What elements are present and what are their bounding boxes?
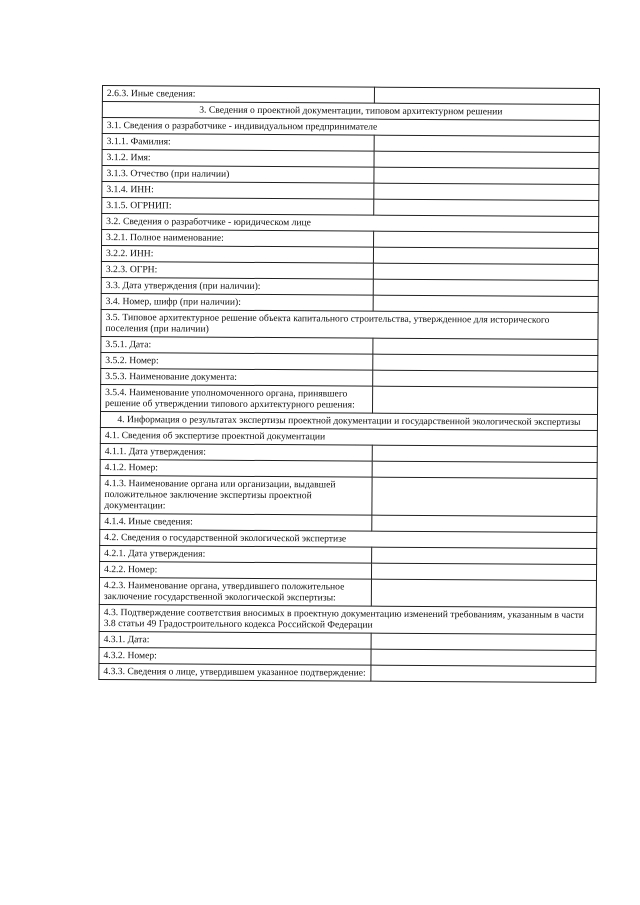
field-label: 4.2.2. Номер: (99, 561, 372, 579)
field-label: 3.1.5. ОГРНИП: (102, 198, 375, 216)
field-value[interactable] (372, 579, 597, 607)
field-value[interactable] (373, 445, 598, 462)
field-value[interactable] (374, 167, 599, 184)
form-row (99, 663, 596, 682)
field-label: 2.6.3. Иные сведения: (102, 86, 375, 104)
field-label: 4.1.2. Номер: (100, 459, 373, 477)
field-label: 4.1.3. Наименование органа или организации, выдавшей положительное заключение экспертизы проектной документации: (100, 475, 373, 515)
field-label: 3.1.4. ИНН: (102, 182, 375, 200)
field-label: 4.1.1. Дата утверждения: (100, 443, 373, 461)
field-value[interactable] (373, 338, 598, 355)
field-label: 4.3.2. Номер: (99, 647, 372, 665)
form-table (98, 85, 600, 683)
field-value[interactable] (374, 199, 599, 216)
field-value[interactable] (373, 386, 598, 414)
field-value[interactable] (375, 87, 600, 104)
subsection-heading: 3.5. Типовое архитектурное решение объекта капитального строительства, утвержденное для исторического поселения (при наличии) (101, 309, 598, 339)
subsection-heading: 4.3. Подтверждение соответствия вносимых в проектную документацию изменений требованиям, указанным в части 3.8 статьи 49 Градостроительного кодекса Российской Федерации (99, 604, 596, 634)
field-label: 4.3.1. Дата: (99, 631, 372, 649)
field-value[interactable] (372, 633, 597, 650)
subsection-heading: 4.1. Сведения об экспертизе проектной документации (100, 427, 597, 446)
field-value[interactable] (374, 279, 599, 296)
form-row (99, 604, 596, 634)
field-label: 4.2.1. Дата утверждения: (100, 545, 373, 563)
field-value[interactable] (372, 547, 597, 564)
subsection-heading: 3.2. Сведения о разработчике - юридическом лице (102, 214, 599, 233)
form-table-body (99, 86, 600, 683)
section-heading: 4. Информация о результатах экспертизы проектной документации и государственной экологической экспертизы (100, 411, 597, 430)
field-value[interactable] (373, 461, 598, 478)
field-label: 3.5.2. Номер: (101, 352, 374, 370)
field-label: 4.2.3. Наименование органа, утвердившего положительное заключение государственной экологической экспертизы: (99, 577, 372, 606)
subsection-heading: 3.1. Сведения о разработчике - индивидуальном предпринимателе (102, 118, 599, 137)
field-label: 3.1.1. Фамилия: (102, 134, 375, 152)
field-label: 3.3. Дата утверждения (при наличии): (101, 277, 374, 295)
form-row (99, 577, 596, 607)
field-label: 3.2.3. ОГРН: (101, 261, 374, 279)
field-label: 3.2.2. ИНН: (101, 246, 374, 264)
field-value[interactable] (373, 354, 598, 371)
field-label: 3.1.2. Имя: (102, 150, 375, 168)
field-label: 3.5.3. Наименование документа: (101, 368, 374, 386)
field-label: 3.1.3. Отчество (при наличии) (102, 166, 375, 184)
field-label: 4.1.4. Иные сведения: (100, 513, 373, 531)
field-value[interactable] (374, 183, 599, 200)
field-value[interactable] (374, 295, 599, 312)
form-row (100, 475, 597, 516)
field-value[interactable] (374, 231, 599, 248)
form-page (98, 85, 600, 683)
field-label: 3.5.1. Дата: (101, 336, 374, 354)
field-value[interactable] (375, 135, 600, 152)
subsection-heading: 4.2. Сведения о государственной экологической экспертизе (100, 529, 597, 548)
field-value[interactable] (372, 477, 597, 516)
field-label: 3.4. Номер, шифр (при наличии): (101, 293, 374, 311)
field-value[interactable] (371, 649, 596, 666)
field-value[interactable] (374, 263, 599, 280)
field-label: 3.2.1. Полное наименование: (102, 230, 375, 248)
section-heading: 3. Сведения о проектной документации, типовом архитектурном решении (102, 102, 599, 121)
form-row (101, 384, 598, 414)
field-value[interactable] (373, 370, 598, 387)
field-value[interactable] (372, 515, 597, 532)
form-row (101, 309, 598, 339)
field-value[interactable] (374, 151, 599, 168)
field-label: 3.5.4. Наименование уполномоченного органа, принявшего решение об утверждении типового архитектурного решения: (101, 384, 374, 413)
field-value[interactable] (371, 665, 596, 682)
field-label: 4.3.3. Сведения о лице, утвердившем указанное подтверждение: (99, 663, 372, 681)
field-value[interactable] (374, 247, 599, 264)
field-value[interactable] (372, 563, 597, 580)
